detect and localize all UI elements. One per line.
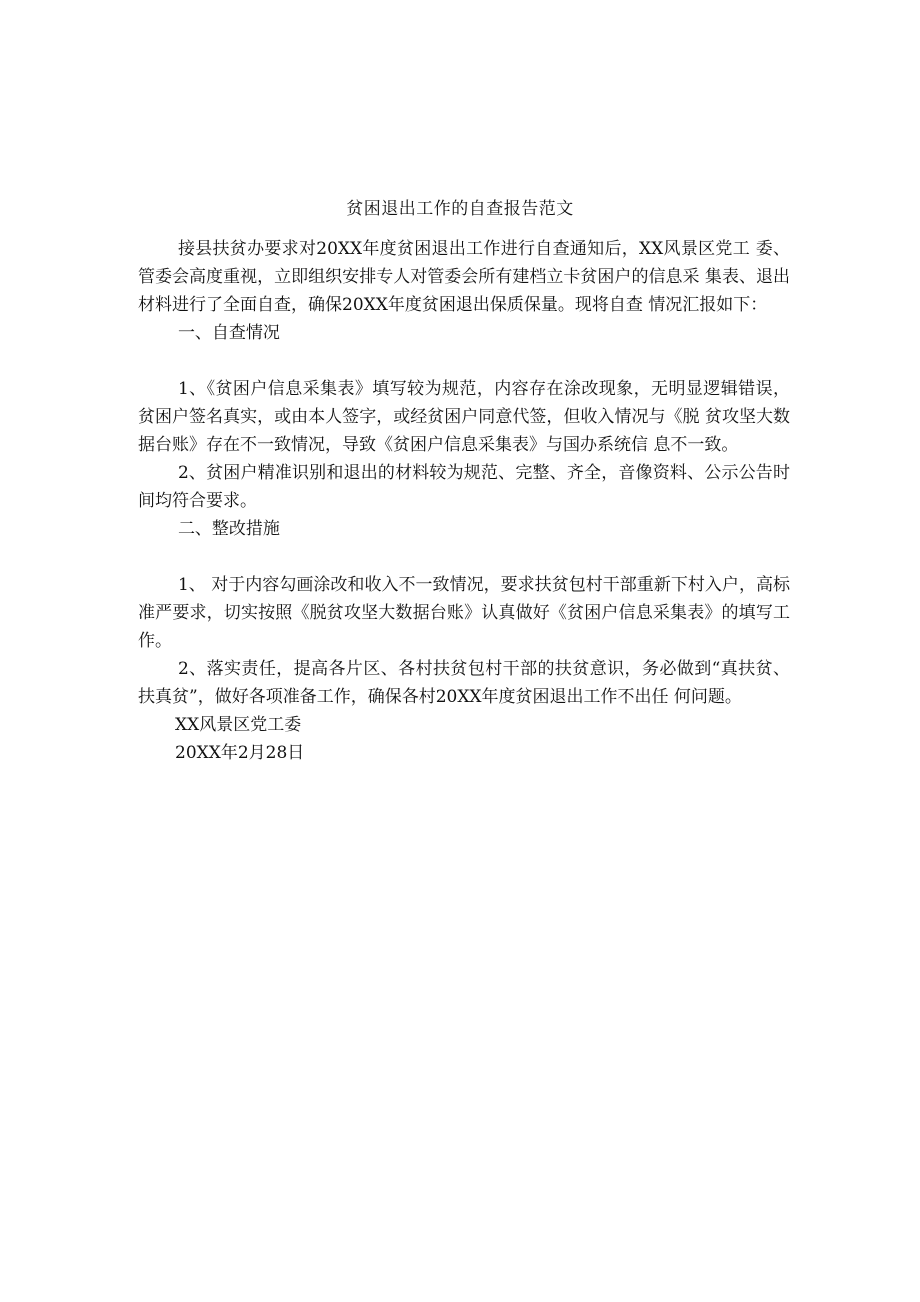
intro-paragraph: 接县扶贫办要求对20XX年度贫困退出工作进行自查通知后，XX风景区党工 委、管委会高度重视，立即组织安排专人对管委会所有建档立卡贫困户的信息采 集表、退出材料进行了全面自查，确保20XX年度贫困退出保质保量。现将自查 情况汇报如下： [138, 239, 790, 315]
signature-organization: XX风景区党工委 [175, 715, 302, 735]
paragraph-spacer [138, 543, 790, 571]
document-body [138, 235, 790, 767]
section-heading-rectification: 二、整改措施 [177, 519, 280, 539]
rectification-item-1: 1、 对于内容勾画涂改和收入不一致情况，要求扶贫包村干部重新下村入户，高标准严要求，切实按照《脱贫攻坚大数据台账》认真做好《贫困户信息采集表》的填写工作。 [138, 575, 790, 651]
rectification-item-2: 2、落实责任，提高各片区、各村扶贫包村干部的扶贫意识，务必做到“真扶贫、扶真贫”，做好各项准备工作，确保各村20XX年度贫困退出工作不出任 何问题。 [138, 659, 790, 707]
section-heading-self-check: 一、自查情况 [177, 323, 280, 343]
self-check-item-2: 2、贫困户精准识别和退出的材料较为规范、完整、齐全，音像资料、公示公告时间均符合要求。 [138, 463, 790, 511]
paragraph-spacer [138, 347, 790, 375]
document-title: 贫困退出工作的自查报告范文 [346, 199, 574, 219]
self-check-item-1: 1、《贫困户信息采集表》填写较为规范，内容存在涂改现象，无明显逻辑错误，贫困户签名真实，或由本人签字，或经贫困户同意代签，但收入情况与《脱 贫攻坚大数据台账》存在不一致情况，导致《贫困户信息采集表》与国办系统信 息不一致。 [138, 379, 790, 455]
signature-date: 20XX年2月28日 [175, 743, 305, 763]
